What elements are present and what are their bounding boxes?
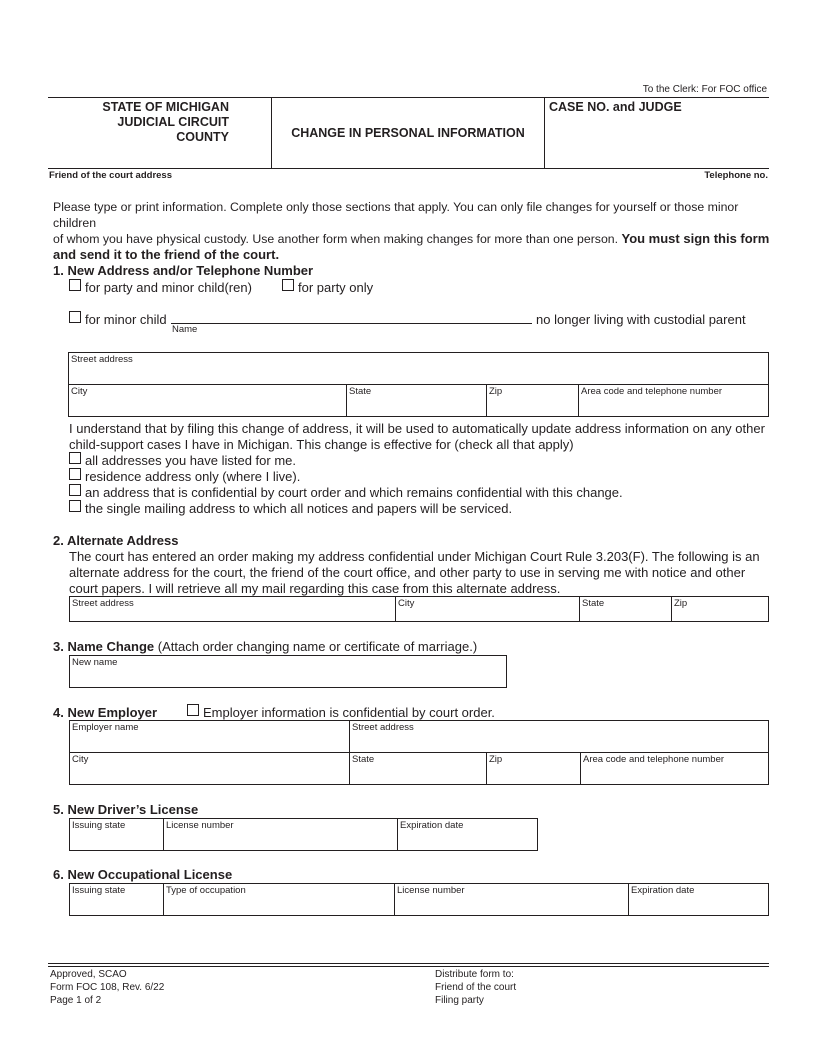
s1-phone-field[interactable]: Area code and telephone number (581, 386, 723, 397)
s5-col-divider-1 (163, 818, 164, 851)
s1-zip-field[interactable]: Zip (489, 386, 503, 397)
section-6-title: 6. New Occupational License (53, 867, 233, 882)
label-all-addresses: all addresses you have listed for me. (85, 453, 296, 468)
section-3-note: (Attach order changing name or certificate of marriage.) (157, 639, 478, 654)
clerk-note: To the Clerk: For FOC office (642, 84, 767, 95)
s6-issuing-field[interactable]: Issuing state (72, 885, 126, 896)
s4-street-field[interactable]: Street address (352, 722, 414, 733)
s5-license-field[interactable]: License number (166, 820, 234, 831)
section-2-title: 2. Alternate Address (53, 533, 179, 548)
s5-col-divider-2 (397, 818, 398, 851)
s2-state-field[interactable]: State (582, 598, 605, 609)
section-3-title: 3. Name Change (53, 639, 155, 654)
s1-col-divider-2 (486, 384, 487, 417)
telephone-label: Telephone no. (704, 170, 768, 181)
checkbox-employer-confidential[interactable] (187, 704, 199, 716)
section-5-license-table (69, 818, 538, 851)
section-2-line-2: alternate address for the court, the friend of the court office, and other party to use in serving me with notice and other (69, 565, 746, 580)
checkbox-minor-child[interactable] (69, 311, 81, 323)
s6-occupation-field[interactable]: Type of occupation (166, 885, 246, 896)
s2-city-field[interactable]: City (398, 598, 415, 609)
s4-zip-field[interactable]: Zip (489, 754, 503, 765)
s2-col-divider-1 (395, 596, 396, 622)
footer-rule-1 (48, 963, 769, 964)
case-number-label: CASE NO. and JUDGE (549, 100, 682, 114)
foc-address-label: Friend of the court address (49, 170, 172, 181)
s4-col-divider-3 (580, 752, 581, 785)
understand-line-2: child-support cases I have in Michigan. This change is effective for (check all that apply) (69, 437, 574, 452)
s4-state-field[interactable]: State (352, 754, 375, 765)
checkbox-confidential-address[interactable] (69, 484, 81, 496)
section-4-title: 4. New Employer (53, 705, 158, 720)
s1-city-field[interactable]: City (71, 386, 88, 397)
s2-col-divider-3 (671, 596, 672, 622)
s6-col-divider-1 (163, 883, 164, 916)
new-name-label: New name (72, 657, 118, 668)
checkbox-party-children[interactable] (69, 279, 81, 291)
instructions-line-2 (53, 231, 773, 247)
s1-col-divider-3 (578, 384, 579, 417)
checkbox-party-only[interactable] (282, 279, 294, 291)
label-party-only: for party only (298, 280, 374, 295)
header-bottom-rule (48, 168, 769, 169)
label-residence-only: residence address only (where I live). (85, 469, 301, 484)
section-2-line-1: The court has entered an order making my address confidential under Michigan Court Rule 3.203(F). The following is an (69, 549, 760, 564)
minor-child-name-input[interactable] (171, 323, 532, 324)
section-1-title: 1. New Address and/or Telephone Number (53, 263, 314, 278)
s4-phone-field[interactable]: Area code and telephone number (583, 754, 725, 765)
label-party-children: for party and minor child(ren) (85, 280, 252, 295)
s4-row-divider (69, 752, 769, 753)
header-divider-2 (544, 97, 545, 169)
s2-zip-field[interactable]: Zip (674, 598, 688, 609)
s6-col-divider-2 (394, 883, 395, 916)
understand-line-1: I understand that by filing this change of address, it will be used to automatically update address information on any other (69, 421, 765, 436)
instructions-plain: of whom you have physical custody. Use another form when making changes for more than one person. (53, 232, 619, 246)
form-title: CHANGE IN PERSONAL INFORMATION (291, 126, 525, 140)
footer-page-number: Page 1 of 2 (50, 995, 102, 1006)
new-name-field[interactable] (69, 655, 507, 688)
footer-dist-foc: Friend of the court (435, 982, 517, 993)
name-caption: Name (172, 324, 198, 335)
section-3-heading (53, 639, 477, 654)
s1-state-field[interactable]: State (349, 386, 372, 397)
label-no-longer-living: no longer living with custodial parent (536, 312, 746, 327)
s6-license-field[interactable]: License number (397, 885, 465, 896)
footer-form-number: Form FOC 108, Rev. 6/22 (50, 982, 165, 993)
checkbox-mailing-address[interactable] (69, 500, 81, 512)
footer-distribution (435, 968, 516, 1007)
footer-rule-2 (48, 966, 769, 967)
section-5-title: 5. New Driver’s License (53, 802, 199, 817)
understand-text (69, 421, 774, 453)
s2-col-divider-2 (579, 596, 580, 622)
instructions (53, 199, 773, 263)
header-top-rule (48, 97, 769, 98)
checkbox-all-addresses[interactable] (69, 452, 81, 464)
s4-col-divider-2 (486, 752, 487, 785)
footer-distribute-label: Distribute form to: (435, 969, 514, 980)
s4-employer-field[interactable]: Employer name (72, 722, 139, 733)
section-2-line-3: court papers. I will retrieve all my mail regarding this case from this alternate address. (69, 581, 561, 596)
label-employer-confidential: Employer information is confidential by court order. (203, 705, 495, 720)
s5-expiration-field[interactable]: Expiration date (400, 820, 464, 831)
s4-city-field[interactable]: City (72, 754, 89, 765)
footer-dist-party: Filing party (435, 995, 484, 1006)
circuit-label: JUDICIAL CIRCUIT (117, 115, 229, 129)
s1-street-field[interactable]: Street address (71, 354, 133, 365)
instructions-line-3: and send it to the friend of the court. (53, 247, 280, 262)
footer-approved: Approved, SCAO (50, 969, 127, 980)
instructions-bold: You must sign this form (621, 231, 770, 246)
s5-issuing-field[interactable]: Issuing state (72, 820, 126, 831)
checkbox-residence-only[interactable] (69, 468, 81, 480)
label-minor-child: for minor child (85, 312, 167, 327)
s4-col-divider-1 (349, 720, 350, 785)
section-2-text (69, 549, 774, 597)
section-1-row-divider (68, 384, 769, 385)
s6-col-divider-3 (628, 883, 629, 916)
label-mailing-address: the single mailing address to which all notices and papers will be serviced. (85, 501, 513, 516)
label-confidential-address: an address that is confidential by court order and which remains confidential with this change. (85, 485, 623, 500)
s6-expiration-field[interactable]: Expiration date (631, 885, 695, 896)
instructions-line-1: Please type or print information. Complete only those sections that apply. You can only file changes for yourself or those minor children (53, 200, 739, 230)
s1-col-divider-1 (346, 384, 347, 417)
footer-form-info (50, 968, 164, 1007)
section-2-address-table (69, 596, 769, 622)
state-label: STATE OF MICHIGAN (102, 100, 229, 114)
county-label: COUNTY (176, 130, 229, 144)
s2-street-field[interactable]: Street address (72, 598, 134, 609)
court-heading (102, 100, 229, 145)
